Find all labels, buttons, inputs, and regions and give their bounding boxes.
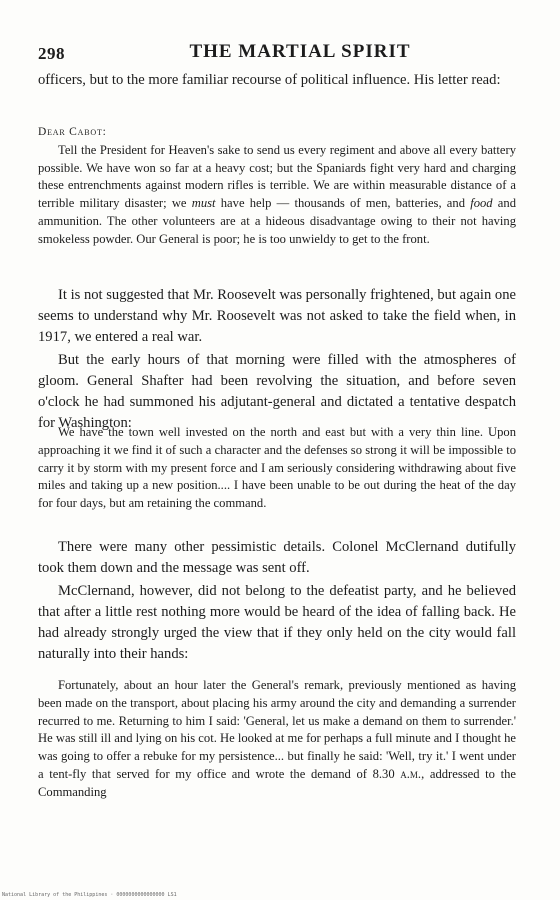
- emphasis-must: must: [191, 196, 216, 211]
- emphasis-food: food: [470, 196, 493, 211]
- letter-body: Tell the President for Heaven's sake to send us every regiment and above all every battery possible. We have won so far at a heavy cost; but the Spaniards fight very hard and charging these entrenchments against modern rifles is terrible. We are within measurable distance of a terrible military disaster; we must have help — thousands of men, batteries, and food and ammunition. The other volunteers are at a hideous disadvantage owing to their not having smokeless powder. Our General is poor; he is too unwieldy to get to the front.: [38, 142, 516, 246]
- letter-salutation: Dear Cabot:: [38, 126, 107, 138]
- paragraph-mcclernand: McClernand, however, did not belong to the defeatist party, and he believed that after a little rest nothing more would be heard of the idea of falling back. He had already strongly urged the view that if they only held on the city would fall naturally into their hands:: [38, 583, 516, 662]
- scan-imprint: National Library of the Philippines · 0000000000000000 LS1: [2, 892, 177, 898]
- shafter-despatch: We have the town well invested on the north and east but with a very thin line. Upon approaching it we find it of such a character and the defenses so strong it will be impossible to carry it by storm with my present force and I am seriously considering withdrawing about five miles and taking up a new position.... I have been unable to be out during the heat of the day for four days, but am retaining the command.: [38, 425, 516, 511]
- mcclernand-quote: Fortunately, about an hour later the General's remark, previously mentioned as having been made on the transport, about placing his army around the city and demanding a surrender recurred to me. Returning to him I said: 'General, let us make a demand on them to surrender.' He was still ill and lying on his cot. He looked at me for perhaps a full minute and I thought he was going to offer a rebuke for my persistence... but finally he said: 'Well, try it.' I went under a tent-fly that served for my office and wrote the demand of 8.30 a.m., addressed to the Commanding: [38, 678, 516, 799]
- page-number: 298: [38, 44, 65, 63]
- paragraph-gloom: But the early hours of that morning were filled with the atmospheres of gloom. General Shafter had been revolving the situation, and before seven o'clock he had summoned his adjutant-general and dictated a tentative despatch for Washington:: [38, 352, 516, 431]
- running-head: THE MARTIAL SPIRIT: [189, 41, 411, 62]
- paragraph-roosevelt: It is not suggested that Mr. Roosevelt was personally frightened, but again one seems to understand why Mr. Roosevelt was not asked to take the field when, in 1917, we entered a real war.: [38, 287, 516, 345]
- paragraph-intro: officers, but to the more familiar recourse of political influence. His letter read:: [38, 72, 501, 88]
- paragraph-details: There were many other pessimistic details. Colonel McClernand dutifully took them down and the message was sent off.: [38, 539, 516, 576]
- letter-block: [38, 124, 516, 249]
